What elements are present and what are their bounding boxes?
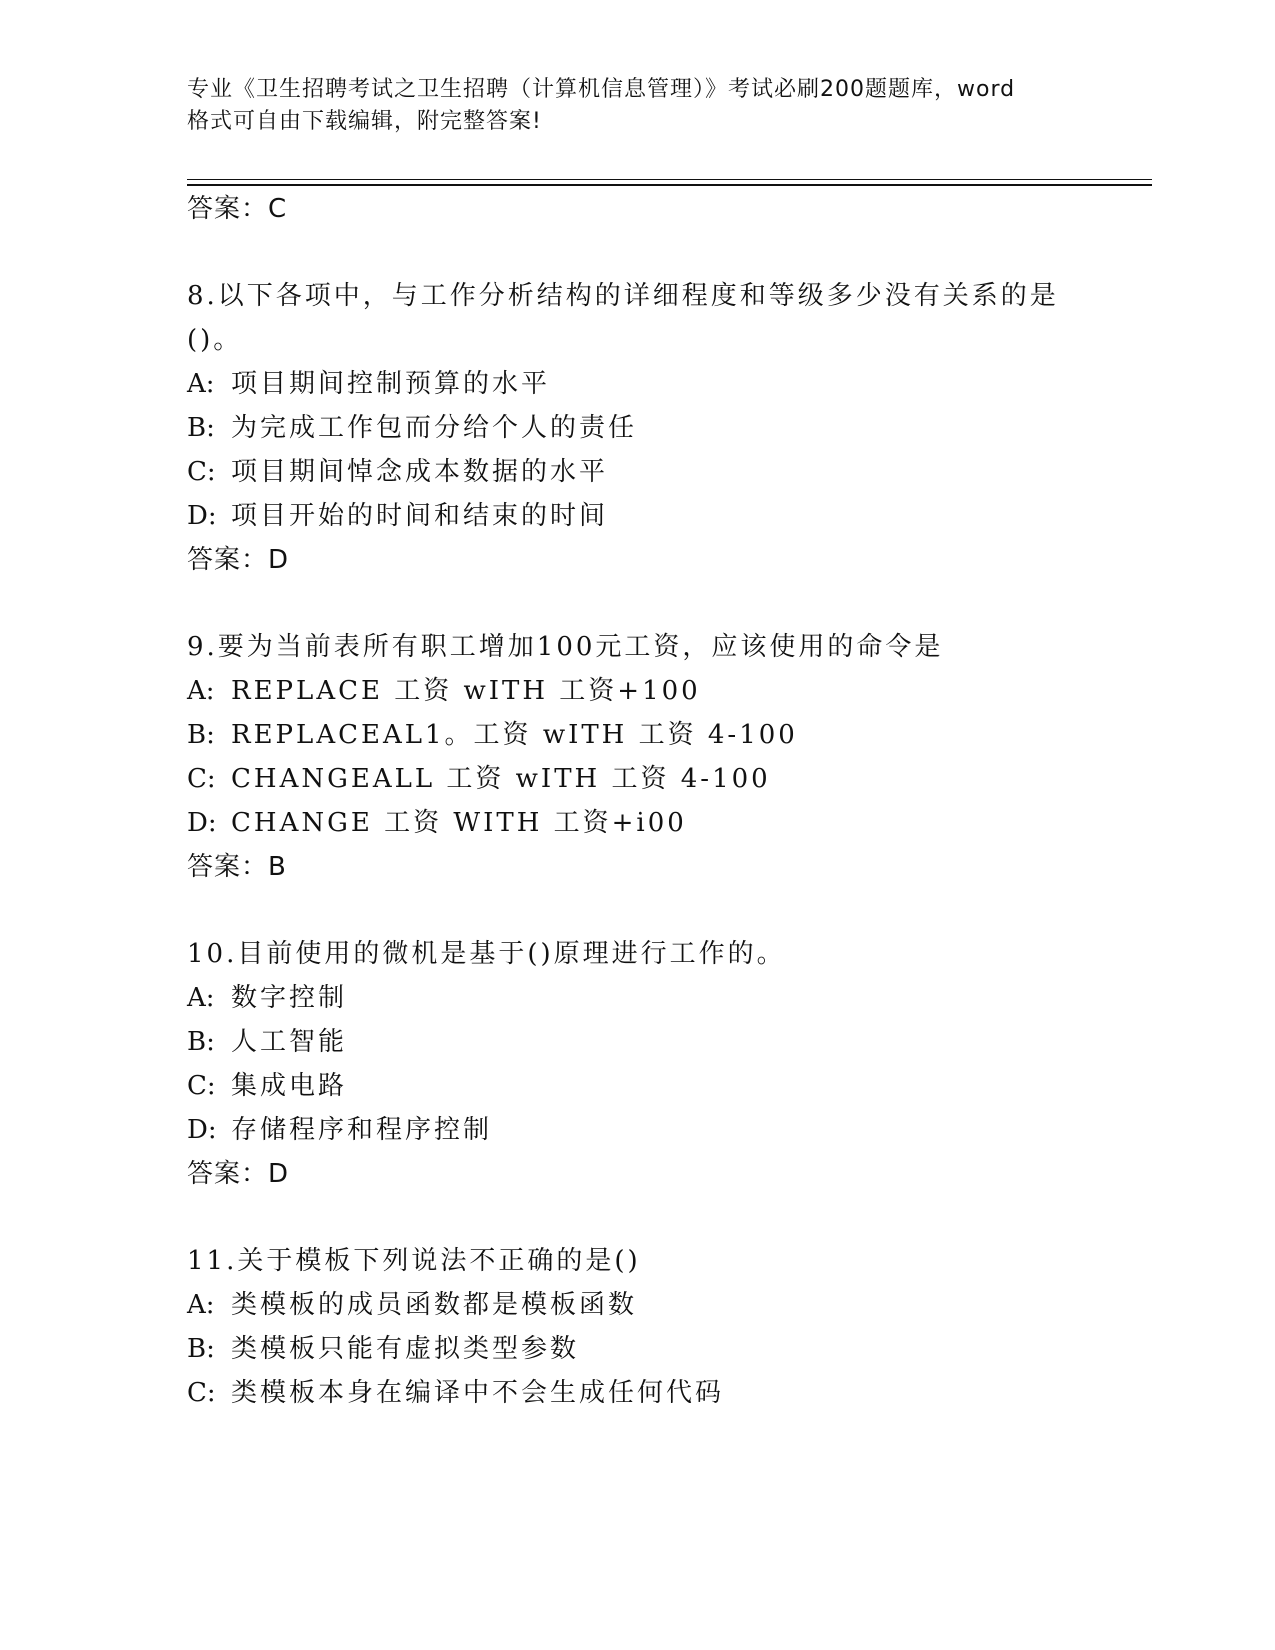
- option-b: [187, 1332, 579, 1366]
- option-label: C:: [187, 457, 216, 487]
- option-label: B:: [187, 720, 215, 750]
- answer-label: 答案：: [187, 194, 269, 224]
- option-a: [187, 1288, 637, 1322]
- option-label: A:: [187, 676, 215, 706]
- answer-label: 答案：: [187, 1159, 269, 1189]
- answer-value: C: [268, 194, 288, 224]
- option-a: [187, 367, 550, 401]
- answer-value: D: [268, 1159, 290, 1189]
- answer-line: [187, 543, 289, 577]
- option-label: C:: [187, 764, 216, 794]
- option-label: D:: [187, 808, 217, 838]
- option-c: [187, 455, 608, 489]
- option-b: [187, 1025, 347, 1059]
- option-label: A:: [187, 369, 215, 399]
- option-label: D:: [187, 501, 217, 531]
- option-text: CHANGEALL 工资 wITH 工资 4-100: [231, 764, 771, 794]
- option-text: 项目开始的时间和结束的时间: [231, 501, 609, 531]
- option-c: [187, 762, 771, 796]
- option-text: 人工智能: [231, 1027, 348, 1057]
- option-text: 项目期间控制预算的水平: [231, 369, 551, 399]
- option-a: [187, 981, 347, 1015]
- answer-label: 答案：: [187, 545, 269, 575]
- option-label: B:: [187, 1334, 215, 1364]
- option-text: CHANGE 工资 WITH 工资+i00: [231, 808, 687, 838]
- option-label: C:: [187, 1071, 216, 1101]
- question-stem: 8.以下各项中，与工作分析结构的详细程度和等级多少没有关系的是: [187, 281, 1059, 311]
- answer-label: 答案：: [187, 852, 269, 882]
- option-text: REPLACEAL1。工资 wITH 工资 4-100: [231, 720, 798, 750]
- answer-value: B: [268, 852, 287, 882]
- header-divider-thick: [187, 184, 1152, 186]
- option-text: 类模板本身在编译中不会生成任何代码: [231, 1378, 725, 1408]
- header-line-1: 专业《卫生招聘考试之卫生招聘（计算机信息管理）》考试必刷200题题库，word: [187, 77, 1016, 102]
- option-text: 为完成工作包而分给个人的责任: [231, 413, 638, 443]
- option-text: 数字控制: [231, 983, 348, 1013]
- option-d: [187, 806, 687, 840]
- option-text: REPLACE 工资 wITH 工资+100: [231, 676, 701, 706]
- option-c: [187, 1069, 347, 1103]
- question-stem: 11.关于模板下列说法不正确的是(): [187, 1246, 641, 1276]
- option-label: B:: [187, 413, 215, 443]
- answer-line: [187, 192, 287, 226]
- option-text: 存储程序和程序控制: [231, 1115, 493, 1145]
- option-a: [187, 674, 701, 708]
- option-label: D:: [187, 1115, 217, 1145]
- header-line-2: 格式可自由下载编辑，附完整答案!: [187, 109, 542, 134]
- option-text: 类模板的成员函数都是模板函数: [231, 1290, 638, 1320]
- option-text: 类模板只能有虚拟类型参数: [231, 1334, 580, 1364]
- answer-line: [187, 1157, 289, 1191]
- option-text: 集成电路: [231, 1071, 348, 1101]
- option-b: [187, 411, 637, 445]
- answer-line: [187, 850, 287, 884]
- header-divider-thin: [187, 179, 1152, 180]
- option-d: [187, 499, 608, 533]
- option-label: A:: [187, 1290, 215, 1320]
- answer-value: D: [268, 545, 290, 575]
- option-b: [187, 718, 798, 752]
- document-header: [187, 74, 1087, 138]
- option-text: 项目期间悼念成本数据的水平: [231, 457, 609, 487]
- question-stem-continued: ()。: [187, 325, 243, 355]
- option-d: [187, 1113, 492, 1147]
- option-label: C:: [187, 1378, 216, 1408]
- option-label: A:: [187, 983, 215, 1013]
- option-c: [187, 1376, 724, 1410]
- question-stem: 10.目前使用的微机是基于()原理进行工作的。: [187, 939, 786, 969]
- question-stem: 9.要为当前表所有职工增加100元工资，应该使用的命令是: [187, 632, 944, 662]
- option-label: B:: [187, 1027, 215, 1057]
